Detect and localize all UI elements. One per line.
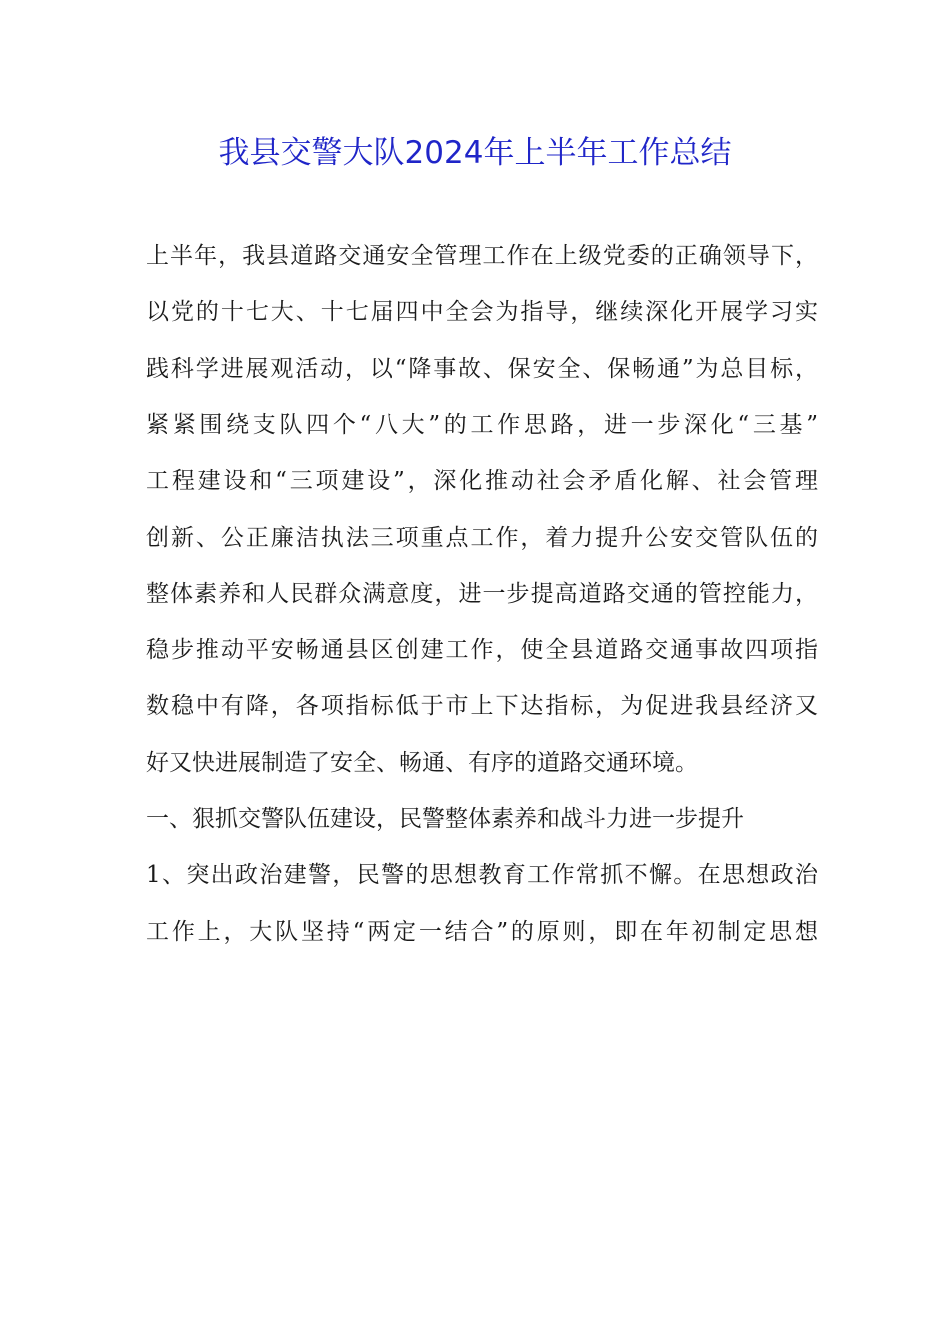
paragraph-line: 紧紧围绕支队四个“八大”的工作思路，进一步深化“三基” <box>146 412 818 438</box>
document-title: 我县交警大队2024年上半年工作总结 <box>218 135 732 171</box>
paragraph-line: 1、突出政治建警，民警的思想教育工作常抓不懈。在思想政治 <box>146 862 818 888</box>
paragraph-line: 以党的十七大、十七届四中全会为指导，继续深化开展学习实 <box>146 299 818 325</box>
paragraph-line: 上半年，我县道路交通安全管理工作在上级党委的正确领导下， <box>146 243 818 269</box>
paragraph-line: 稳步推动平安畅通县区创建工作，使全县道路交通事故四项指 <box>146 637 818 663</box>
paragraph-line: 工程建设和“三项建设”，深化推动社会矛盾化解、社会管理 <box>146 468 818 494</box>
paragraph-line: 工作上，大队坚持“两定一结合”的原则，即在年初制定思想 <box>146 919 818 945</box>
paragraph-line: 整体素养和人民群众满意度，进一步提高道路交通的管控能力， <box>146 581 818 607</box>
section-heading: 一、狠抓交警队伍建设，民警整体素养和战斗力进一步提升 <box>146 806 744 832</box>
paragraph-line: 创新、公正廉洁执法三项重点工作，着力提升公安交管队伍的 <box>146 525 818 551</box>
paragraph-line: 践科学进展观活动，以“降事故、保安全、保畅通”为总目标， <box>146 356 818 382</box>
paragraph-line: 好又快进展制造了安全、畅通、有序的道路交通环境。 <box>146 750 698 776</box>
paragraph-line: 数稳中有降，各项指标低于市上下达指标，为促进我县经济又 <box>146 693 818 719</box>
